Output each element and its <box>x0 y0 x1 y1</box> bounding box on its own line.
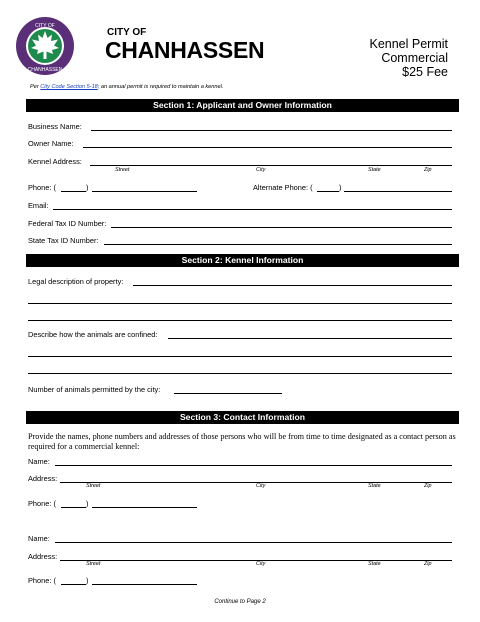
business-name-field[interactable] <box>91 130 452 131</box>
federal-tax-label: Federal Tax ID Number: <box>28 219 107 228</box>
city-code-link[interactable]: City Code Section 5-18 <box>40 84 98 90</box>
state-caption: State <box>368 167 381 173</box>
contact2-phone-number-field[interactable] <box>92 584 197 585</box>
confinement-field[interactable] <box>168 338 452 339</box>
contact1-address-label: Address: <box>28 474 58 483</box>
permit-title: Kennel Permit <box>369 37 448 51</box>
owner-name-label: Owner Name: <box>28 139 74 148</box>
svg-text:CITY OF: CITY OF <box>35 23 55 29</box>
section2-header: Section 2: Kennel Information <box>26 254 459 267</box>
svg-text:CHANHASSEN: CHANHASSEN <box>27 67 63 73</box>
contact2-name-field[interactable] <box>55 542 452 543</box>
contact2-state-caption: State <box>368 561 381 567</box>
zip-caption: Zip <box>424 167 432 173</box>
contact2-address-label: Address: <box>28 552 58 561</box>
alt-phone-number-field[interactable] <box>344 191 452 192</box>
intro-text: Per City Code Section 5-18; an annual permit is required to maintain a kennel. <box>30 84 224 90</box>
permit-heading <box>369 37 448 79</box>
kennel-address-field[interactable] <box>90 165 452 166</box>
contact2-city-caption: City <box>256 561 266 567</box>
alt-phone-label: Alternate Phone: ( <box>253 183 313 192</box>
email-label: Email: <box>28 201 49 210</box>
contact2-phone-area-code-field[interactable] <box>61 584 86 585</box>
contact1-phone-paren-close: ) <box>86 499 89 508</box>
street-caption: Street <box>115 167 130 173</box>
permit-fee: $25 Fee <box>402 65 448 79</box>
legal-description-field[interactable] <box>133 285 452 286</box>
contact2-phone-label: Phone: ( <box>28 576 56 585</box>
city-name: CHANHASSEN <box>105 37 265 63</box>
city-logo <box>15 16 75 76</box>
contact1-state-caption: State <box>368 483 381 489</box>
contact1-street-caption: Street <box>86 483 101 489</box>
contact2-zip-caption: Zip <box>424 561 432 567</box>
legal-description-line-2[interactable] <box>28 303 452 304</box>
contact2-street-caption: Street <box>86 561 101 567</box>
confinement-line-3[interactable] <box>28 373 452 374</box>
legal-description-label: Legal description of property: <box>28 277 124 286</box>
federal-tax-field[interactable] <box>111 227 452 228</box>
permit-type: Commercial <box>381 51 448 65</box>
contact1-phone-area-code-field[interactable] <box>61 507 86 508</box>
alt-phone-paren-close: ) <box>339 183 342 192</box>
contact2-phone-paren-close: ) <box>86 576 89 585</box>
contact1-name-label: Name: <box>28 457 50 466</box>
contact-instructions: Provide the names, phone numbers and addresses of those persons who will be from time to time designated as a contact person as required for a commercial kennel: <box>28 432 456 451</box>
legal-description-line-3[interactable] <box>28 320 452 321</box>
num-animals-label: Number of animals permitted by the city: <box>28 385 161 394</box>
owner-name-field[interactable] <box>83 147 452 148</box>
state-tax-field[interactable] <box>104 244 452 245</box>
phone-label: Phone: ( <box>28 183 56 192</box>
contact1-phone-number-field[interactable] <box>92 507 197 508</box>
alt-phone-area-code-field[interactable] <box>317 191 339 192</box>
continue-note: Continue to Page 2 <box>214 599 266 605</box>
contact1-phone-label: Phone: ( <box>28 499 56 508</box>
phone-number-field[interactable] <box>92 191 197 192</box>
confinement-label: Describe how the animals are confined: <box>28 330 158 339</box>
contact1-zip-caption: Zip <box>424 483 432 489</box>
city-caption: City <box>256 167 266 173</box>
city-of-label: CITY OF <box>107 27 147 38</box>
contact1-name-field[interactable] <box>55 465 452 466</box>
num-animals-field[interactable] <box>174 393 282 394</box>
confinement-line-2[interactable] <box>28 356 452 357</box>
section3-header: Section 3: Contact Information <box>26 411 459 424</box>
phone-paren-close: ) <box>86 183 89 192</box>
contact1-city-caption: City <box>256 483 266 489</box>
contact2-name-label: Name: <box>28 534 50 543</box>
email-field[interactable] <box>53 209 452 210</box>
phone-area-code-field[interactable] <box>61 191 86 192</box>
section1-header: Section 1: Applicant and Owner Information <box>26 99 459 112</box>
state-tax-label: State Tax ID Number: <box>28 236 99 245</box>
business-name-label: Business Name: <box>28 122 82 131</box>
kennel-address-label: Kennel Address: <box>28 157 82 166</box>
